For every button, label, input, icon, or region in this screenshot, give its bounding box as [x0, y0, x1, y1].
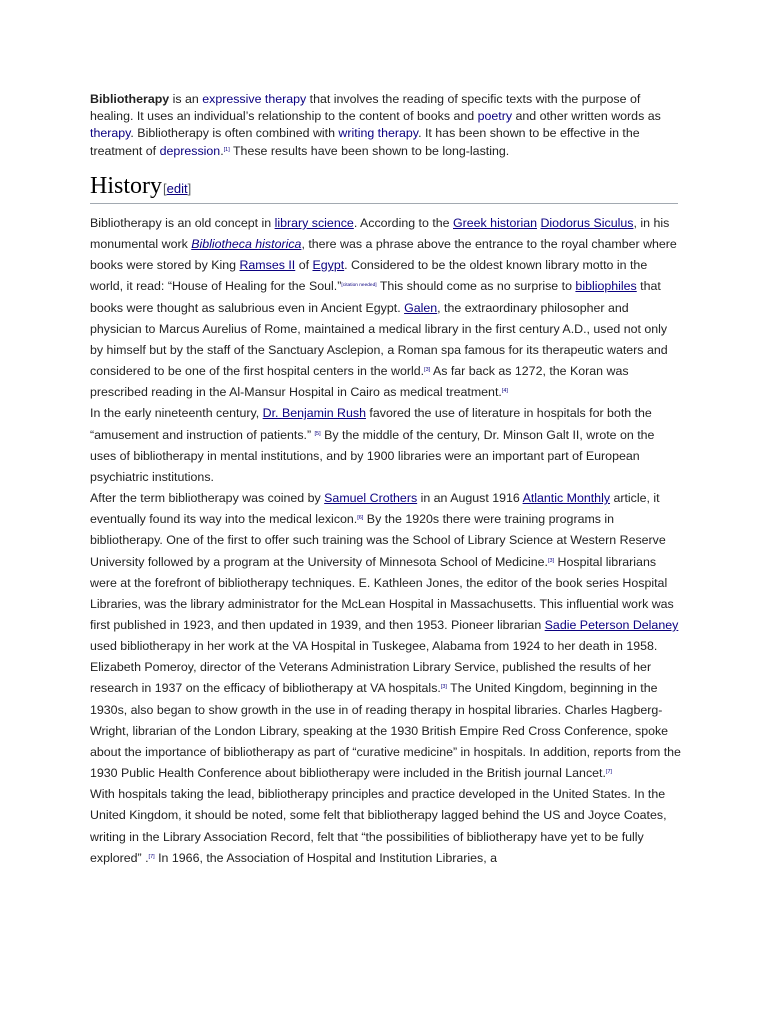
link-bibliotheca-historica[interactable]: Bibliotheca historica — [191, 237, 302, 252]
text: in an August 1916 — [417, 491, 523, 506]
link-sadie-peterson-delaney[interactable]: Sadie Peterson Delaney — [544, 617, 679, 632]
text: Bibliotherapy is an old concept in — [90, 216, 275, 230]
bracket: ] — [187, 181, 192, 196]
citation-ref[interactable]: [3] — [424, 367, 431, 374]
history-section-heading — [90, 170, 678, 204]
text: . Considered to be the oldest known library motto in the world, it read: “House of Healing for the Soul.” — [90, 258, 648, 294]
text: . — [220, 143, 224, 158]
paragraph-3 — [90, 488, 682, 784]
link-writing-therapy[interactable]: writing therapy — [338, 126, 419, 141]
link-atlantic-monthly[interactable]: Atlantic Monthly — [522, 491, 611, 506]
text: In 1966, the Association of Hospital and Institution Libraries, a — [154, 850, 497, 865]
citation-ref[interactable]: [5] — [314, 430, 321, 437]
citation-needed[interactable]: [citation needed] — [341, 283, 377, 289]
paragraph-1 — [90, 213, 682, 403]
text: favored the use of literature in hospitals for both the “amusement and instruction of patients.” — [90, 406, 652, 442]
link-ramses-ii[interactable]: Ramses II — [239, 258, 296, 273]
citation-ref[interactable]: [6] — [357, 515, 364, 522]
citation-ref[interactable]: [3] — [547, 557, 555, 564]
text: These results have been shown to be long-lasting. — [229, 143, 510, 158]
link-depression[interactable]: depression — [159, 143, 221, 158]
text: After the term bibliotherapy was coined by — [90, 491, 325, 506]
text: article, it eventually found its way into the medical lexicon. — [90, 491, 660, 527]
paragraph-2 — [90, 403, 682, 488]
section-title: History — [90, 173, 162, 199]
link-library-science[interactable]: library science — [274, 216, 354, 230]
text: With hospitals taking the lead, bibliotherapy principles and practice developed in the United States. In the United Kingdom, it should be noted, some felt that bibliotherapy lagged behind the US and Joyce Coates, writing in the Library Association Record, felt that “the possibilities of bibliotherapy have yet to be fully explored” . — [90, 787, 667, 865]
link-benjamin-rush[interactable]: Dr. Benjamin Rush — [262, 406, 366, 421]
link-therapy[interactable]: therapy — [90, 126, 131, 141]
text: As far back as 1272, the Koran was prescribed reading in the Al-Mansur Hospital in Cairo as medical treatment. — [90, 364, 629, 400]
text: is an — [169, 92, 203, 106]
text: that involves the reading of specific texts with the purpose of healing. It uses an individual’s relationship to the content of books and — [90, 92, 641, 124]
link-egypt[interactable]: Egypt — [312, 258, 345, 273]
text: and other written words as — [512, 109, 661, 124]
link-galen[interactable]: Galen — [404, 300, 438, 315]
text: . According to the — [353, 216, 453, 230]
citation-ref[interactable]: [1] — [223, 146, 230, 153]
link-samuel-crothers[interactable]: Samuel Crothers — [324, 491, 418, 506]
text: that books were thought as salubrious even in Ancient Egypt. — [90, 279, 661, 315]
text: In the early nineteenth century, — [90, 406, 263, 421]
text: This should come as no surprise to — [376, 279, 576, 294]
text: By the middle of the century, Dr. Minson Galt II, wrote on the uses of bibliotherapy in mental institutions, and by 1900 libraries were an important part of European psychiatric institutions. — [90, 427, 655, 484]
link-poetry[interactable]: poetry — [477, 109, 513, 124]
citation-ref[interactable]: [7] — [148, 853, 155, 860]
text: , in his monumental work — [90, 216, 670, 252]
text: The United Kingdom, beginning in the 1930s, also began to show growth in the use in of reading therapy in hospital libraries. Charles Hagberg-Wright, librarian of the London Library, speaking at the 1930 British Empire Red Cross Conference, spoke about the importance of bibliotherapy as part of “curative medicine” in hospitals. In addition, reports from the 1930 Public Health Conference about bibliotherapy were included in the British journal Lancet. — [90, 681, 681, 781]
link-diodorus-siculus[interactable]: Diodorus Siculus — [540, 216, 634, 230]
text: By the 1920s there were training programs in bibliotherapy. One of the first to offer such training was the School of Library Science at Western Reserve University followed by a program at the University of Minnesota School of Medicine. — [90, 512, 666, 569]
bracket: [ — [163, 181, 167, 196]
text: Hospital librarians were at the forefront of bibliotherapy techniques. E. Kathleen Jones, the editor of the book series Hospital Libraries, was the library administrator for the McLean Hospital in Massachusetts. This influential work was first published in 1923, and then updated in 1939, and then 1953. Pioneer librarian — [90, 554, 674, 632]
edit-link[interactable]: edit — [166, 181, 188, 196]
intro-paragraph — [90, 91, 682, 160]
paragraph-4 — [90, 784, 682, 869]
citation-ref[interactable]: [7] — [605, 769, 613, 776]
history-body — [90, 213, 682, 869]
edit-section — [163, 181, 191, 196]
citation-ref[interactable]: [4] — [501, 388, 508, 395]
bold-term: Bibliotherapy — [90, 92, 170, 106]
text: , the extraordinary philosopher and physician to Marcus Aurelius of Rome, maintained a medical library in the first century A.D., used not only by himself but by the staff of the Sanctuary Asclepion, a Roman spa famous for its therapeutic waters and considered to be one of the first hospital centers in the world. — [90, 300, 668, 379]
citation-ref[interactable]: [3] — [440, 684, 447, 691]
link-greek-historian[interactable]: Greek historian — [453, 216, 538, 230]
link-bibliophiles[interactable]: bibliophiles — [575, 279, 637, 294]
text: . It has been shown to be effective in the treatment of — [90, 126, 640, 158]
text: , there was a phrase above the entrance to the royal chamber where books were stored by King — [90, 237, 677, 273]
text: used bibliotherapy in her work at the VA Hospital in Tuskegee, Alabama from 1924 to her death in 1958. Elizabeth Pomeroy, director of the Veterans Administration Library Service, published the results of her research in 1937 on the efficacy of bibliotherapy at VA hospitals. — [90, 639, 658, 696]
link-expressive-therapy[interactable]: expressive therapy — [202, 92, 307, 106]
text: of — [295, 258, 313, 273]
text: . Bibliotherapy is often combined with — [130, 126, 339, 141]
